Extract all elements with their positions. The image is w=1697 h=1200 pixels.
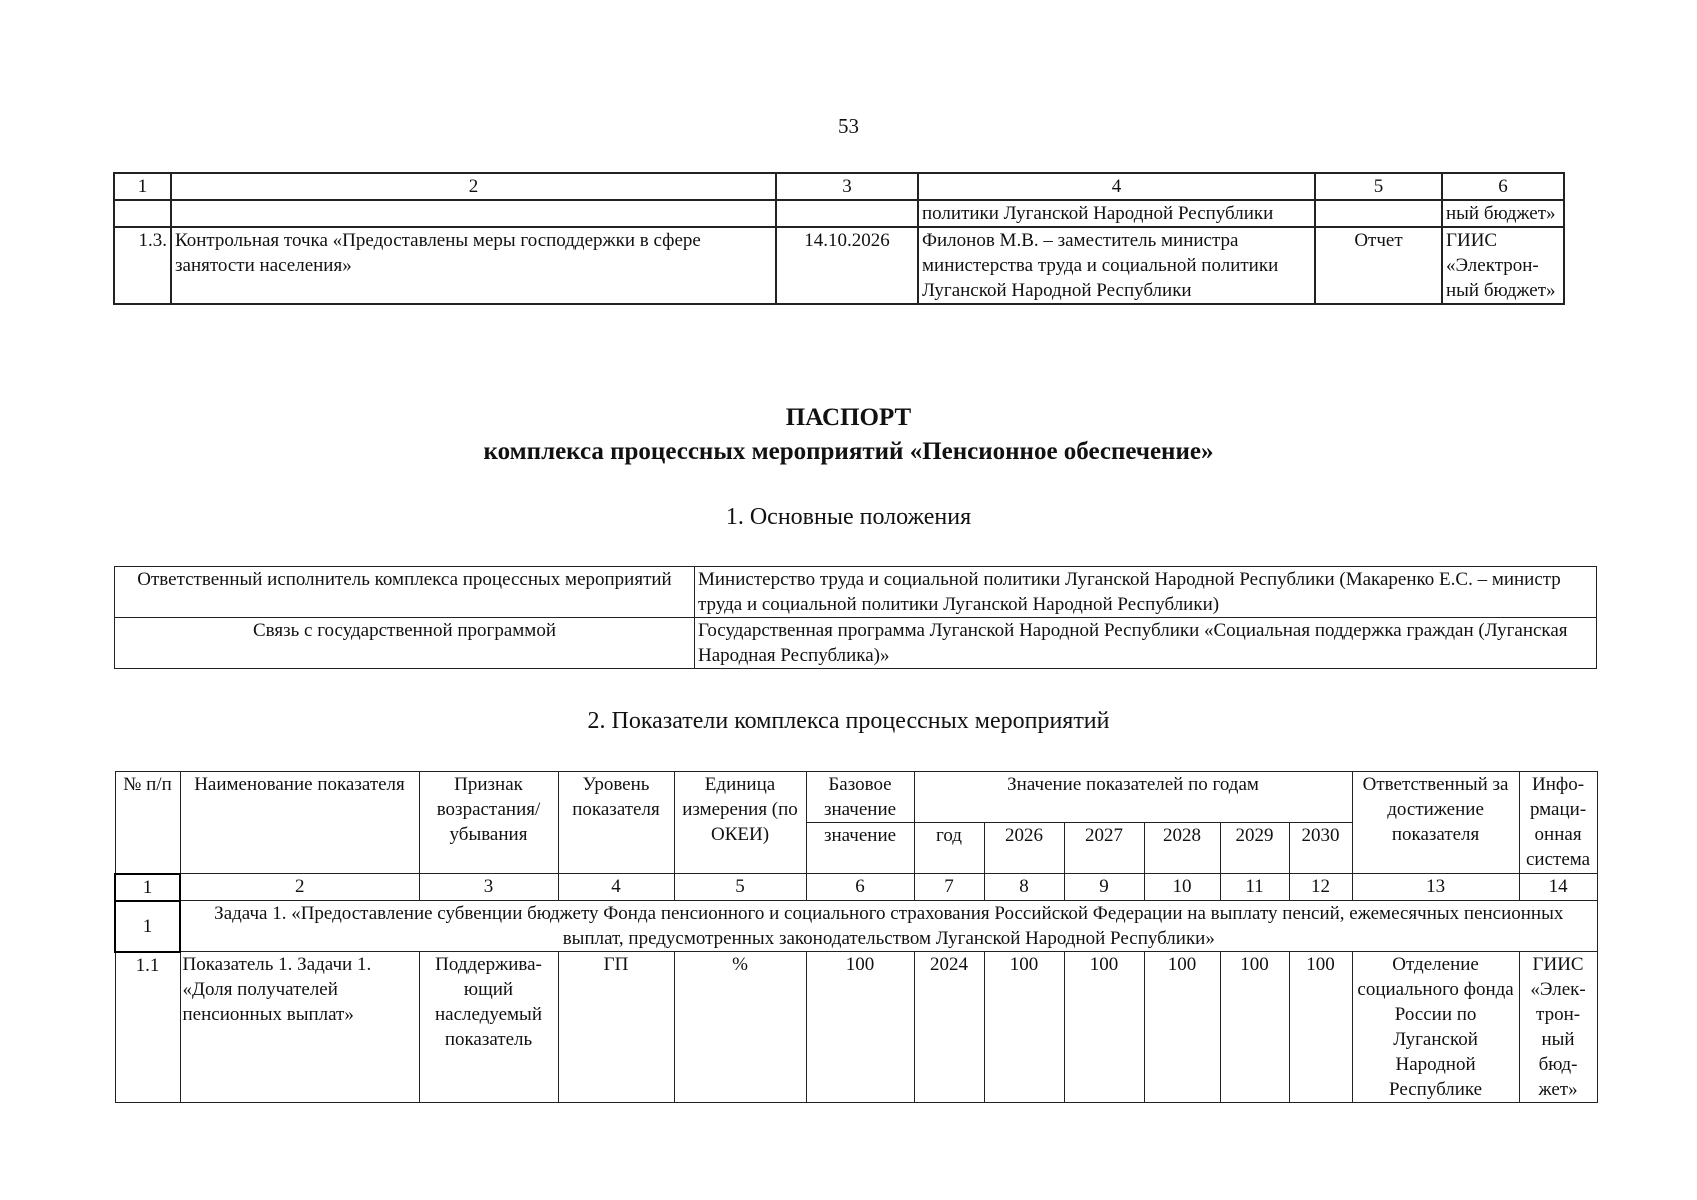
header-responsible: Ответственный за достижение показателя	[1352, 772, 1519, 874]
task-row	[115, 901, 1597, 952]
table-cell: 2	[171, 173, 776, 200]
section2-heading: 2. Показатели комплекса процессных мероприятий	[587, 708, 1110, 734]
indicator-responsible: Отделение социального фонда России по Луганской Народной Республике	[1352, 952, 1519, 1103]
passport-subtitle: комплекса процессных мероприятий «Пенсионное обеспечение»	[483, 438, 1214, 465]
column-number-row	[115, 874, 1597, 901]
indicator-value: 100	[1144, 952, 1220, 1103]
header-num: № п/п	[115, 772, 180, 874]
indicator-level: ГП	[558, 952, 674, 1103]
indicator-name: Показатель 1. Задачи 1. «Доля получателей пенсионных выплат»	[180, 952, 419, 1103]
table-cell: 3	[419, 874, 558, 901]
table-cell: 1	[114, 173, 171, 200]
table-cell: 14	[1519, 874, 1597, 901]
header-year: 2028	[1144, 823, 1220, 874]
indicator-value: 100	[1289, 952, 1352, 1103]
table-cell: 9	[1064, 874, 1144, 901]
table-cell: 13	[1352, 874, 1519, 901]
task-num: 1	[115, 901, 180, 952]
indicator-value: 100	[984, 952, 1064, 1103]
table-cell: Министерство труда и социальной политики Луганской Народной Республики (Макаренко Е.С. – министр труда и социальной политики Луганской Народной Республики)	[695, 567, 1597, 618]
header-info: Инфо-рмаци-онная система	[1519, 772, 1597, 874]
table-cell: Связь с государственной программой	[115, 618, 695, 669]
indicator-sign: Поддержива-ющий наследуемый показатель	[419, 952, 558, 1103]
table-cell: 11	[1220, 874, 1289, 901]
table-cell: Государственная программа Луганской Народной Республики «Социальная поддержка граждан (Луганская Народная Республика)»	[695, 618, 1597, 669]
indicator-base-year: 2024	[914, 952, 984, 1103]
task-text: Задача 1. «Предоставление субвенции бюджету Фонда пенсионного и социального страхования Российской Федерации на выплату пенсий, ежемесячных пенсионных выплат, предусмотренных законодательством Луганской Народной Республики»	[180, 901, 1597, 952]
table-cell: политики Луганской Народной Республики	[918, 200, 1315, 227]
indicators-table	[114, 771, 1598, 1103]
table-row	[114, 200, 1564, 227]
table-cell	[171, 200, 776, 227]
page-number: 53	[838, 114, 859, 138]
table-row	[114, 227, 1564, 304]
header-base-value: значение	[806, 823, 914, 874]
table-cell: 4	[558, 874, 674, 901]
indicator-info: ГИИС «Элек-трон-ный бюд-жет»	[1519, 952, 1597, 1103]
table-cell: 12	[1289, 874, 1352, 901]
table-cell: 10	[1144, 874, 1220, 901]
table-cell	[776, 200, 918, 227]
table-cell: 4	[918, 173, 1315, 200]
header-year: 2026	[984, 823, 1064, 874]
indicator-unit: %	[674, 952, 806, 1103]
table-cell: 7	[914, 874, 984, 901]
indicator-base-value: 100	[806, 952, 914, 1103]
table-cell: Филонов М.В. – заместитель министра министерства труда и социальной политики Луганской Народной Республики	[918, 227, 1315, 304]
section1-heading: 1. Основные положения	[725, 504, 972, 530]
header-sign: Признак возрастания/ убывания	[419, 772, 558, 874]
indicator-value: 100	[1220, 952, 1289, 1103]
table-cell: Ответственный исполнитель комплекса процессных мероприятий	[115, 567, 695, 618]
main-positions-table	[114, 566, 1597, 669]
continuation-table	[113, 172, 1565, 305]
table-cell: 3	[776, 173, 918, 200]
table-cell: ГИИС «Электрон-ный бюджет»	[1442, 227, 1564, 304]
indicator-num: 1.1	[115, 952, 180, 1103]
table-cell: 5	[674, 874, 806, 901]
table-cell: ный бюджет»	[1442, 200, 1564, 227]
table-cell: 14.10.2026	[776, 227, 918, 304]
header-year: 2029	[1220, 823, 1289, 874]
header-base: Базовое значение	[806, 772, 914, 823]
table-cell: 1	[115, 874, 180, 901]
header-base-year: год	[914, 823, 984, 874]
header-year: 2027	[1064, 823, 1144, 874]
table-cell: 8	[984, 874, 1064, 901]
table-row	[115, 952, 1597, 1103]
header-unit: Единица измерения (по ОКЕИ)	[674, 772, 806, 874]
header-year: 2030	[1289, 823, 1352, 874]
table-cell: 6	[806, 874, 914, 901]
table-cell: Контрольная точка «Предоставлены меры господдержки в сфере занятости населения»	[171, 227, 776, 304]
header-level: Уровень показателя	[558, 772, 674, 874]
header-values-by-year: Значение показателей по годам	[914, 772, 1352, 823]
table-cell	[114, 200, 171, 227]
table-cell: Отчет	[1315, 227, 1442, 304]
passport-title: ПАСПОРТ	[785, 404, 912, 431]
table-row	[115, 567, 1597, 618]
table-cell: 2	[180, 874, 419, 901]
table-cell: 6	[1442, 173, 1564, 200]
table-header-row	[114, 173, 1564, 200]
table-cell: 1.3.	[114, 227, 171, 304]
header-name: Наименование показателя	[180, 772, 419, 874]
indicator-value: 100	[1064, 952, 1144, 1103]
table-cell: 5	[1315, 173, 1442, 200]
table-header-row	[115, 772, 1597, 823]
table-cell	[1315, 200, 1442, 227]
table-row	[115, 618, 1597, 669]
